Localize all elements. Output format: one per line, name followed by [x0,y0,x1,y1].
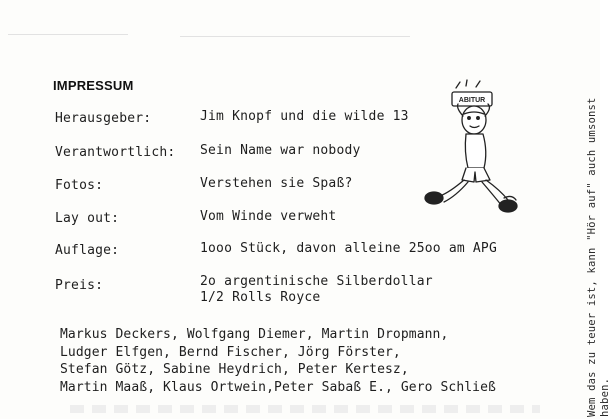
motion-line [456,82,460,88]
value-auflage [200,241,497,257]
value-line: Vom Winde verweht [200,209,337,224]
scan-edge-mark [180,36,410,37]
names-line: Martin Maaß, Klaus Ortwein,Peter Sabaß E., Gero Schließ [60,379,496,395]
cartoon-torso [465,134,485,168]
label-layout: Lay out: [55,211,120,226]
label-verantwortlich: Verantwortlich: [55,145,176,160]
abitur-sign-text: ABITUR [458,97,486,104]
value-line: 1/2 Rolls Royce [200,290,321,305]
label-fotos: Fotos: [55,178,104,193]
value-layout [200,209,336,225]
names-line: Stefan Götz, Sabine Heydrich, Peter Kertesz, [60,362,409,377]
value-line: 2o argentinische Silberdollar [200,274,433,289]
cartoon-leg [440,180,464,196]
label-herausgeber: Herausgeber: [55,111,152,126]
value-line: Jim Knopf und die wilde 13 [200,109,409,124]
side-note-line: Wem das zu teuer ist, kann "Hör auf" auch umsonst [586,97,598,417]
names-line: Ludger Elfgen, Bernd Fischer, Jörg Förster, [60,344,401,360]
value-fotos [200,176,353,192]
label-preis: Preis: [55,278,104,293]
value-herausgeber [200,109,409,125]
side-note-line: haben. [599,377,611,417]
contributor-names [60,326,496,396]
label-auflage: Auflage: [55,243,120,258]
value-verantwortlich [200,143,361,159]
value-line: Verstehen sie Spaß? [200,176,353,191]
names-line: Markus Deckers, Wolfgang Diemer, Martin Dropmann, [60,327,449,342]
motion-line [466,80,467,86]
value-line: Sein Name war nobody [200,143,361,158]
cartoon-head [462,106,486,134]
side-note [586,97,612,417]
cartoon-figure-illustration [404,80,534,220]
value-preis [200,274,433,306]
value-line: 1ooo Stück, davon alleine 25oo am APG [200,241,497,256]
cartoon-shoe [425,192,443,204]
motion-line [476,81,480,87]
scan-artifact [70,405,540,413]
scan-edge-mark [8,34,128,35]
cartoon-shoe [499,200,517,212]
impressum-heading: IMPRESSUM [53,78,134,93]
